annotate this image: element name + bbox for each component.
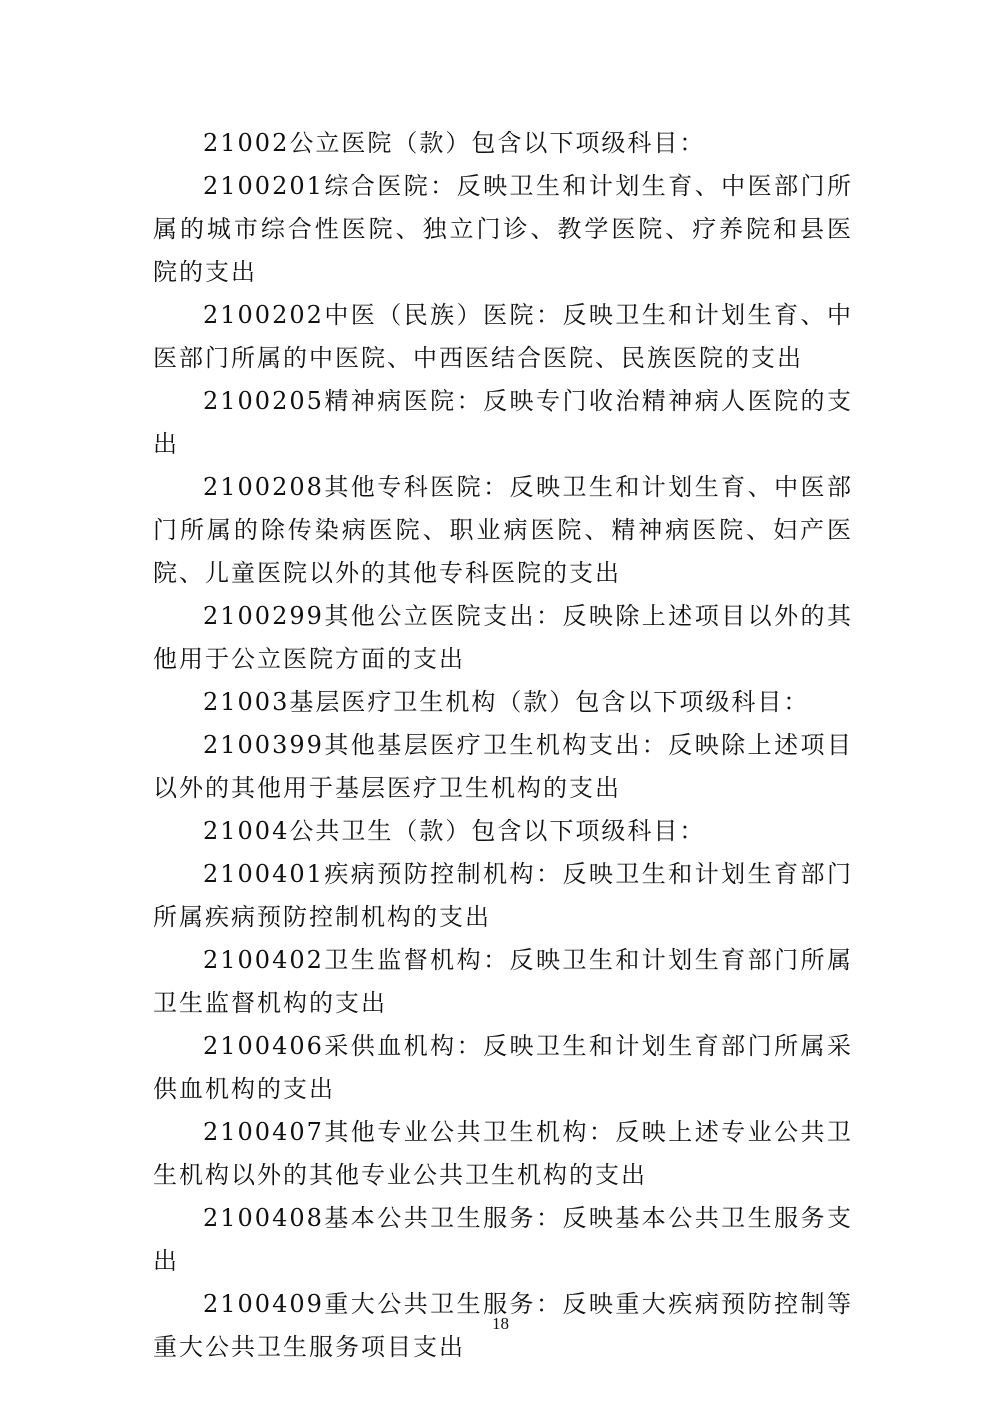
paragraph-2100409: 2100409重大公共卫生服务：反映重大疾病预防控制等重大公共卫生服务项目支出 [153, 1290, 853, 1361]
paragraph-2100402: 2100402卫生监督机构：反映卫生和计划生育部门所属卫生监督机构的支出 [153, 946, 853, 1017]
paragraph-2100408: 2100408基本公共卫生服务：反映基本公共卫生服务支出 [153, 1204, 853, 1275]
paragraph-2100406: 2100406采供血机构：反映卫生和计划生育部门所属采供血机构的支出 [153, 1032, 853, 1103]
paragraph-2100399: 2100399其他基层医疗卫生机构支出：反映除上述项目以外的其他用于基层医疗卫生机构的支出 [153, 731, 853, 802]
paragraph-21002-heading: 21002公立医院（款）包含以下项级科目： [203, 129, 706, 157]
document-body [153, 122, 853, 1369]
paragraph-2100201: 2100201综合医院：反映卫生和计划生育、中医部门所属的城市综合性医院、独立门诊、教学医院、疗养院和县医院的支出 [153, 172, 853, 286]
paragraph-21003-heading: 21003基层医疗卫生机构（款）包含以下项级科目： [203, 688, 810, 716]
paragraph-2100407: 2100407其他专业公共卫生机构：反映上述专业公共卫生机构以外的其他专业公共卫生机构的支出 [153, 1118, 853, 1189]
paragraph-21004-heading: 21004公共卫生（款）包含以下项级科目： [203, 817, 706, 845]
paragraph-2100208: 2100208其他专科医院：反映卫生和计划生育、中医部门所属的除传染病医院、职业病医院、精神病医院、妇产医院、儿童医院以外的其他专科医院的支出 [153, 473, 853, 587]
paragraph-2100205: 2100205精神病医院：反映专门收治精神病人医院的支出 [153, 387, 853, 458]
page-number: 18 [492, 1314, 509, 1333]
paragraph-2100202: 2100202中医（民族）医院：反映卫生和计划生育、中医部门所属的中医院、中西医结合医院、民族医院的支出 [153, 301, 853, 372]
paragraph-2100401: 2100401疾病预防控制机构：反映卫生和计划生育部门所属疾病预防控制机构的支出 [153, 860, 853, 931]
paragraph-2100299: 2100299其他公立医院支出：反映除上述项目以外的其他用于公立医院方面的支出 [153, 602, 853, 673]
